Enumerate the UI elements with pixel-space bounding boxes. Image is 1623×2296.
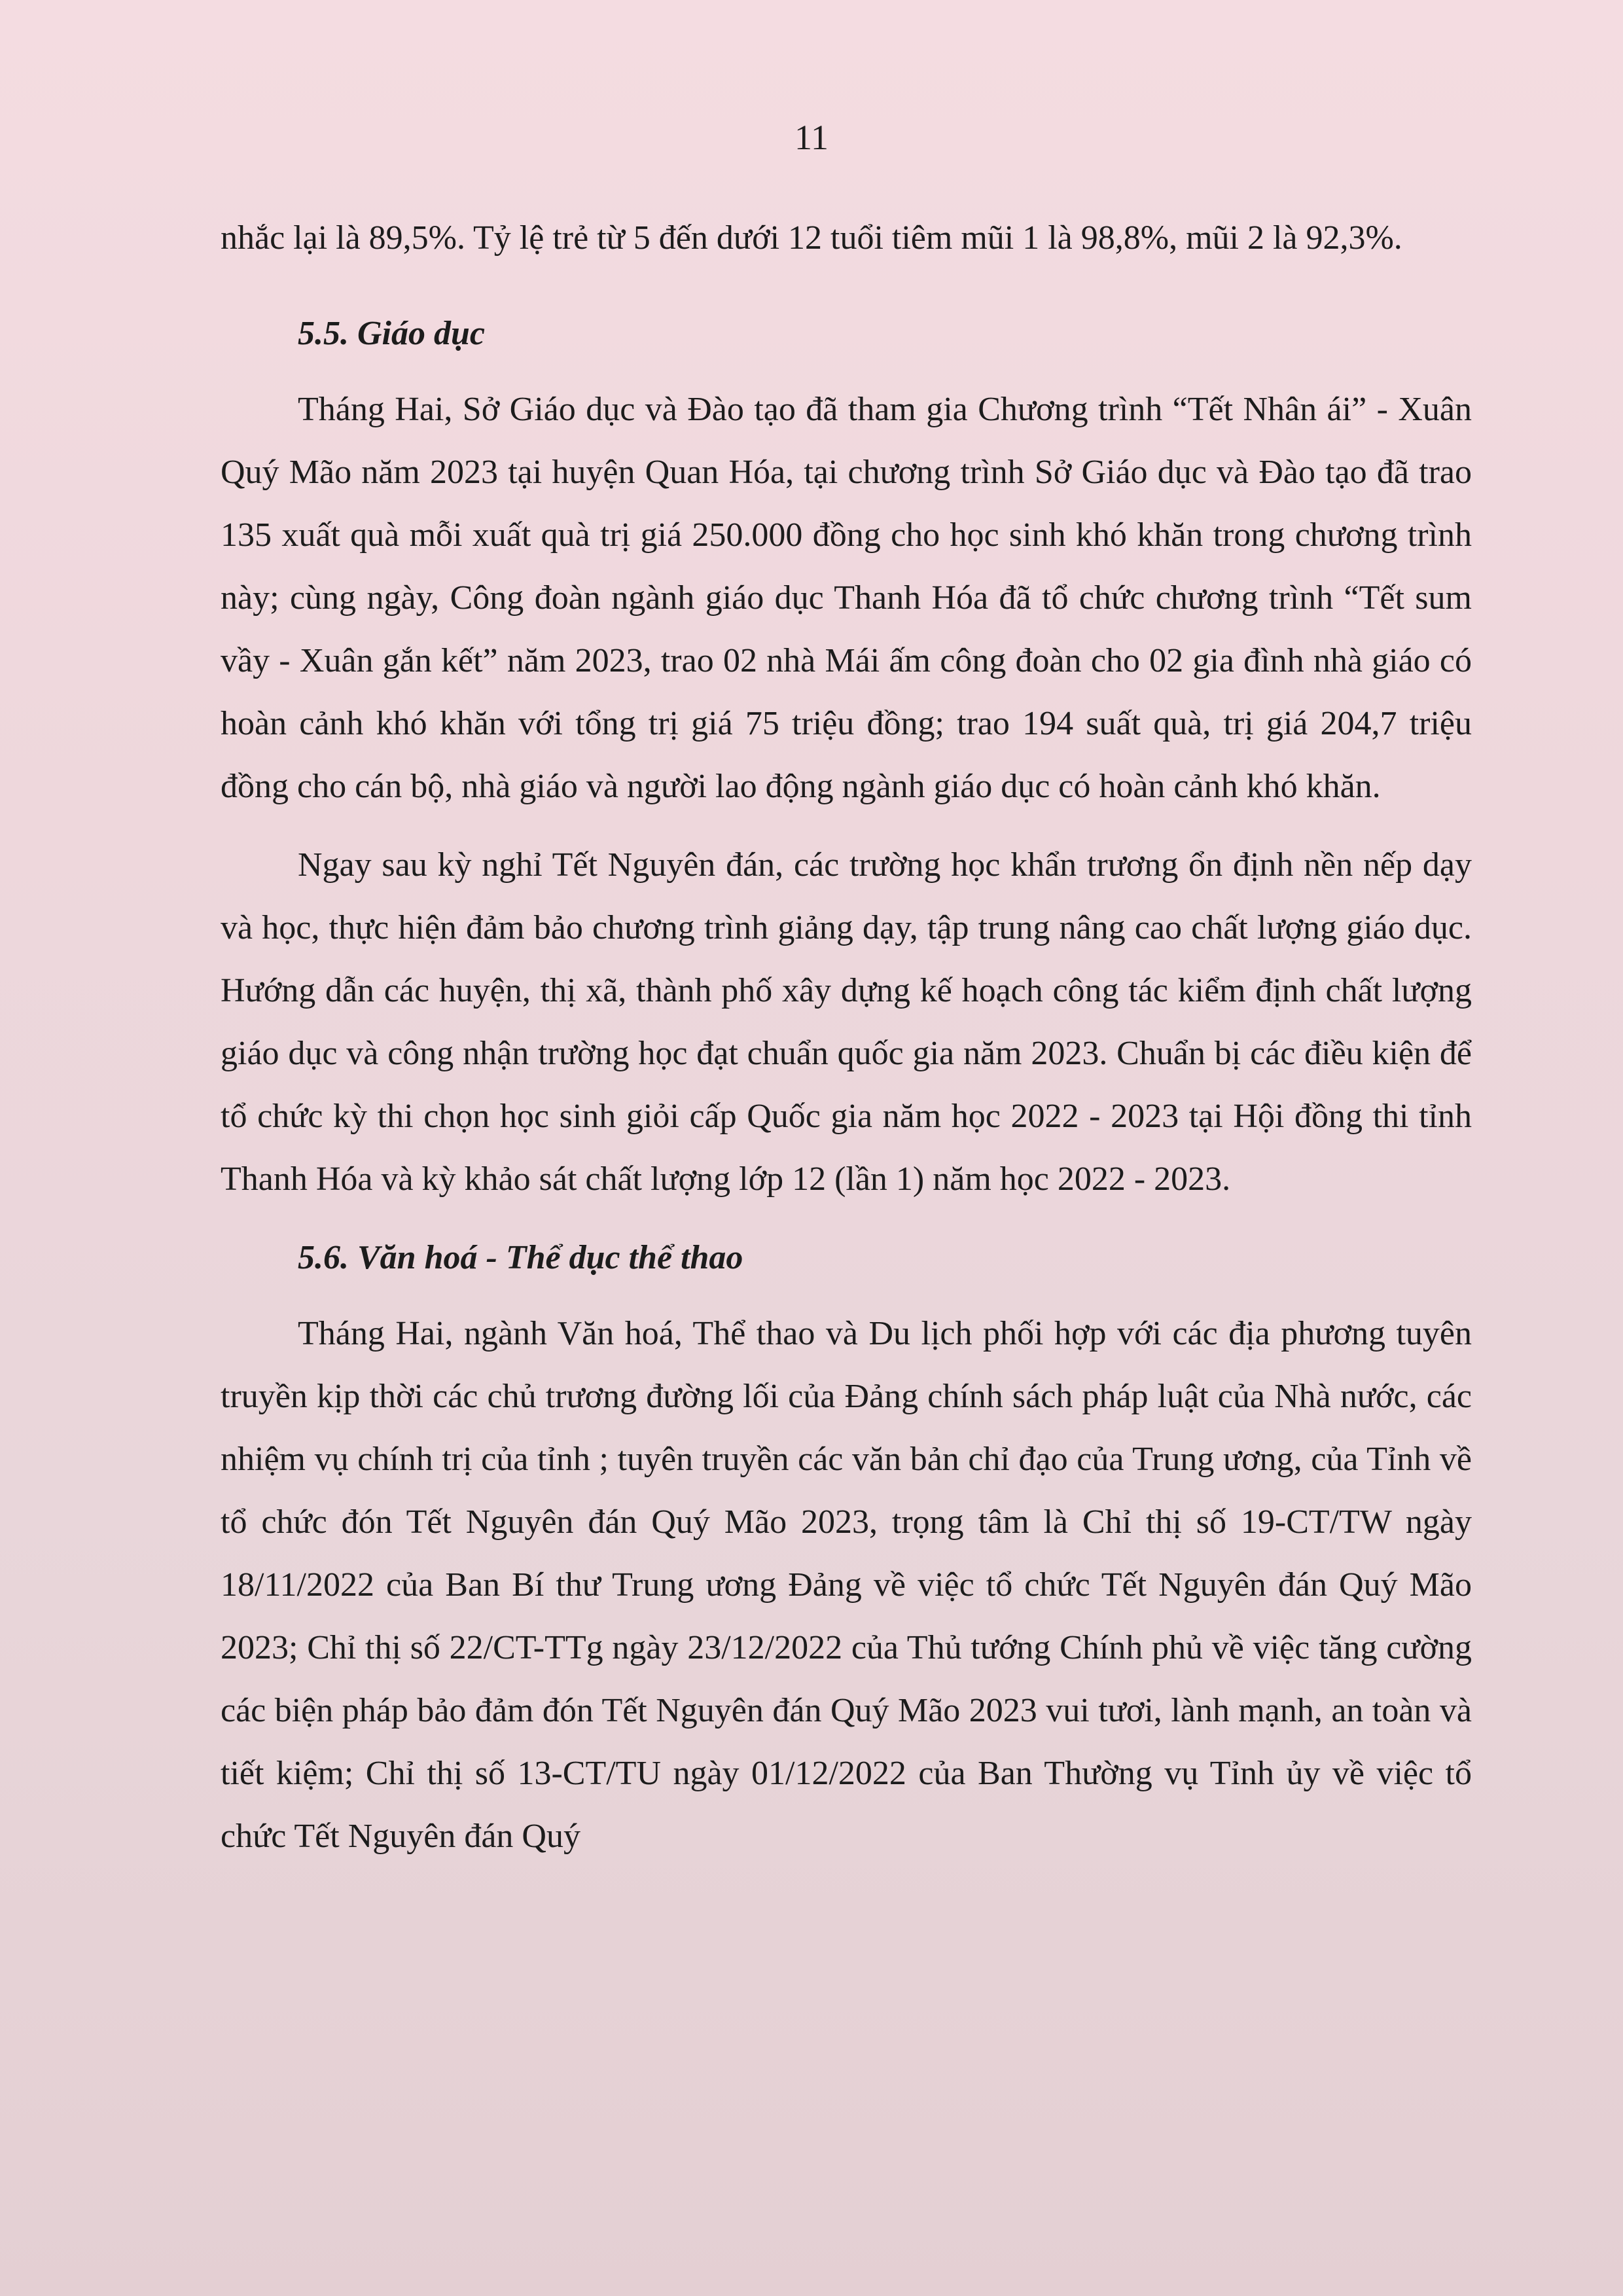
section-heading-education: 5.5. Giáo dục <box>298 315 485 352</box>
paragraph-culture-1: Tháng Hai, ngành Văn hoá, Thể thao và Du lịch phối hợp với các địa phương tuyên truyền kịp thời các chủ trương đường lối của Đảng chính sách pháp luật của Nhà nước, các nhiệm vụ chính trị của tỉnh ; tuyên truyền các văn bản chỉ đạo của Trung ương, của Tỉnh về tổ chức đón Tết Nguyên đán Quý Mão 2023, trọng tâm là Chỉ thị số 19-CT/TW ngày 18/11/2022 của Ban Bí thư Trung ương Đảng về việc tổ chức Tết Nguyên đán Quý Mão 2023; Chỉ thị số 22/CT-TTg ngày 23/12/2022 của Thủ tướng Chính phủ về việc tăng cường các biện pháp bảo đảm đón Tết Nguyên đán Quý Mão 2023 vui tươi, lành mạnh, an toàn và tiết kiệm; Chỉ thị số 13-CT/TU ngày 01/12/2022 của Ban Thường vụ Tỉnh ủy về việc tổ chức Tết Nguyên đán Quý <box>221 1315 1472 1855</box>
spacer <box>221 1289 1472 1302</box>
page-content <box>221 207 1472 1868</box>
paragraph-education-2: Ngay sau kỳ nghỉ Tết Nguyên đán, các trường học khẩn trương ổn định nền nếp dạy và học, thực hiện đảm bảo chương trình giảng dạy, tập trung nâng cao chất lượng giáo dục. Hướng dẫn các huyện, thị xã, thành phố xây dựng kế hoạch công tác kiểm định chất lượng giáo dục và công nhận trường học đạt chuẩn quốc gia năm 2023. Chuẩn bị các điều kiện để tổ chức kỳ thi chọn học sinh giỏi cấp Quốc gia năm học 2022 - 2023 tại Hội đồng thi tỉnh Thanh Hóa và kỳ khảo sát chất lượng lớp 12 (lần 1) năm học 2022 - 2023. <box>221 846 1472 1198</box>
spacer <box>221 365 1472 378</box>
spacer <box>221 1211 1472 1227</box>
spacer <box>221 270 1472 302</box>
intro-paragraph: nhắc lại là 89,5%. Tỷ lệ trẻ từ 5 đến dưới 12 tuổi tiêm mũi 1 là 98,8%, mũi 2 là 92,3%. <box>221 219 1402 257</box>
section-heading-culture-sports: 5.6. Văn hoá - Thể dục thể thao <box>298 1239 743 1276</box>
page-number: 11 <box>794 118 829 157</box>
spacer <box>221 818 1472 834</box>
paragraph-education-1: Tháng Hai, Sở Giáo dục và Đào tạo đã tham gia Chương trình “Tết Nhân ái” - Xuân Quý Mão năm 2023 tại huyện Quan Hóa, tại chương trình Sở Giáo dục và Đào tạo đã trao 135 xuất quà mỗi xuất quà trị giá 250.000 đồng cho học sinh khó khăn trong chương trình này; cùng ngày, Công đoàn ngành giáo dục Thanh Hóa đã tổ chức chương trình “Tết sum vầy - Xuân gắn kết” năm 2023, trao 02 nhà Mái ấm công đoàn cho 02 gia đình nhà giáo có hoàn cảnh khó khăn với tổng trị giá 75 triệu đồng; trao 194 suất quà, trị giá 204,7 triệu đồng cho cán bộ, nhà giáo và người lao động ngành giáo dục có hoàn cảnh khó khăn. <box>221 391 1472 805</box>
